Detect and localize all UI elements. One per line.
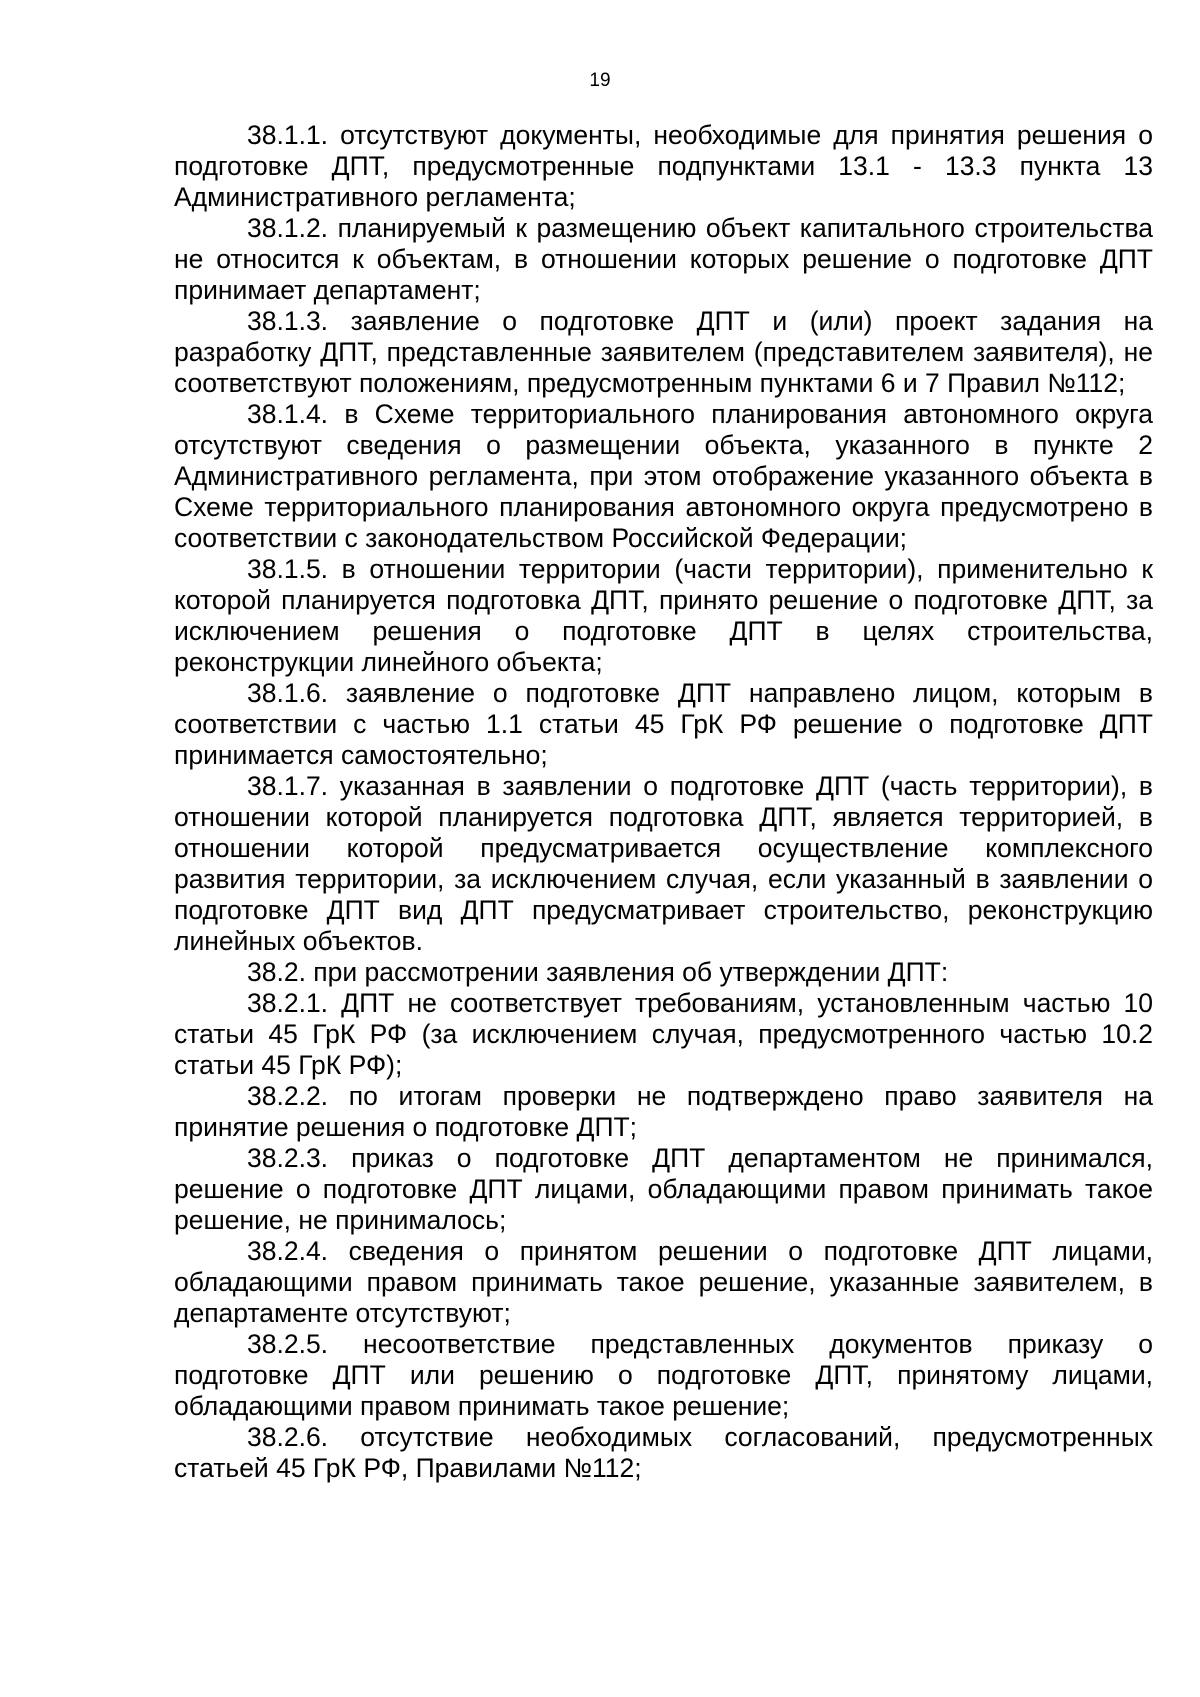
paragraph-38-2-6: 38.2.6. отсутствие необходимых согласований, предусмотренных статьей 45 ГрК РФ, Правилами №112; [174, 1422, 1153, 1483]
paragraph-38-2-5: 38.2.5. несоответствие представленных документов приказу о подготовке ДПТ или решению о подготовке ДПТ, принятому лицами, обладающими правом принимать такое решение; [174, 1329, 1153, 1421]
paragraph-38-2: 38.2. при рассмотрении заявления об утверждении ДПТ: [247, 957, 949, 987]
paragraph-38-1-7: 38.1.7. указанная в заявлении о подготовке ДПТ (часть территории), в отношении которой планируется подготовка ДПТ, является территорией, в отношении которой предусматривается осуществление комплексного развития территории, за исключением случая, если указанный в заявлении о подготовке ДПТ вид ДПТ предусматривает строительство, реконструкцию линейных объектов. [174, 771, 1153, 956]
paragraph-38-1-4: 38.1.4. в Схеме территориального планирования автономного округа отсутствуют сведения о размещении объекта, указанного в пункте 2 Административного регламента, при этом отображение указанного объекта в Схеме территориального планирования автономного округа предусмотрено в соответствии с законодательством Российской Федерации; [174, 399, 1153, 553]
paragraph-38-2-4: 38.2.4. сведения о принятом решении о подготовке ДПТ лицами, обладающими правом принимать такое решение, указанные заявителем, в департаменте отсутствуют; [174, 1236, 1153, 1328]
paragraph-38-2-2: 38.2.2. по итогам проверки не подтверждено право заявителя на принятие решения о подготовке ДПТ; [174, 1081, 1153, 1142]
document-body [174, 120, 1153, 1484]
page-number: 19 [589, 70, 611, 91]
paragraph-38-2-3: 38.2.3. приказ о подготовке ДПТ департаментом не принимался, решение о подготовке ДПТ лицами, обладающими правом принимать такое решение, не принималось; [174, 1143, 1153, 1235]
paragraph-38-1-3: 38.1.3. заявление о подготовке ДПТ и (или) проект задания на разработку ДПТ, представленные заявителем (представителем заявителя), не соответствуют положениям, предусмотренным пунктами 6 и 7 Правил №112; [174, 306, 1153, 398]
paragraph-38-2-1: 38.2.1. ДПТ не соответствует требованиям, установленным частью 10 статьи 45 ГрК РФ (за исключением случая, предусмотренного частью 10.2 статьи 45 ГрК РФ); [174, 988, 1153, 1080]
paragraph-38-1-6: 38.1.6. заявление о подготовке ДПТ направлено лицом, которым в соответствии с частью 1.1 статьи 45 ГрК РФ решение о подготовке ДПТ принимается самостоятельно; [174, 678, 1153, 770]
paragraph-38-1-2: 38.1.2. планируемый к размещению объект капитального строительства не относится к объектам, в отношении которых решение о подготовке ДПТ принимает департамент; [174, 213, 1153, 305]
paragraph-38-1-1: 38.1.1. отсутствуют документы, необходимые для принятия решения о подготовке ДПТ, предусмотренные подпунктами 13.1 - 13.3 пункта 13 Административного регламента; [174, 120, 1153, 212]
paragraph-38-1-5: 38.1.5. в отношении территории (части территории), применительно к которой планируется подготовка ДПТ, принято решение о подготовке ДПТ, за исключением решения о подготовке ДПТ в целях строительства, реконструкции линейного объекта; [174, 554, 1153, 677]
